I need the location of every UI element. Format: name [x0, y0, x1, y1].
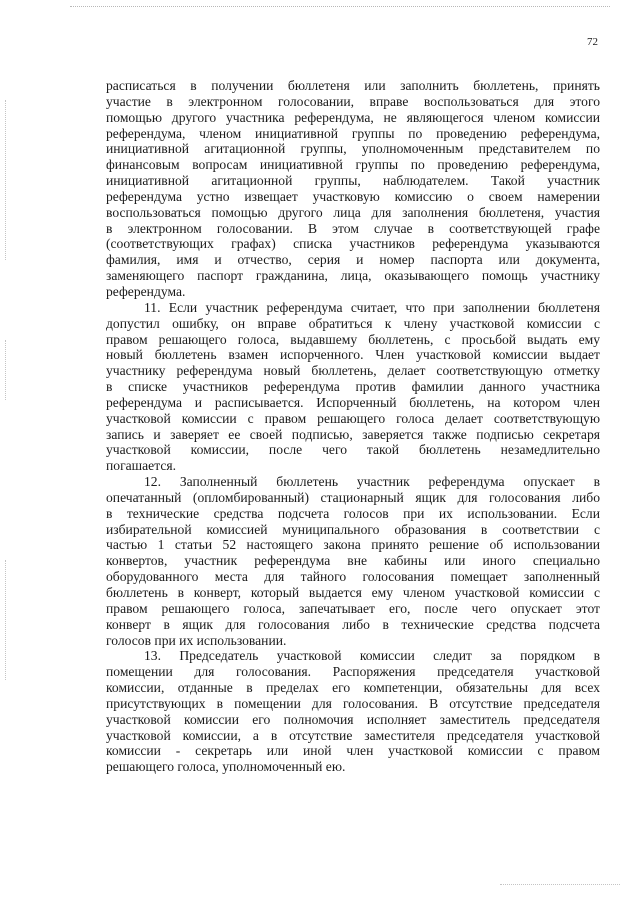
page-number: 72 — [587, 36, 598, 48]
text-line: (соответствующих графах) списка участников референдума указываются — [106, 236, 600, 252]
text-line: комиссии, отданные в пределах его компетенции, обязательны для всех — [106, 680, 600, 696]
text-line: референдума и расписывается. Испорченный бюллетень, на котором член — [106, 394, 600, 410]
text-line: в электронном голосовании. В этом случае в соответствующей графе — [106, 220, 600, 236]
paragraph — [106, 474, 600, 648]
text-line: помещении для голосования. Распоряжения председателя участковой — [106, 664, 600, 680]
paragraph — [106, 300, 600, 474]
text-line: 12. Заполненный бюллетень участник референдума опускает в — [144, 474, 600, 490]
text-line: фамилия, имя и отчество, серия и номер паспорта или документа, — [106, 252, 600, 268]
text-line: бюллетень в конверт, который выдается ему членом участковой комиссии с — [106, 585, 600, 600]
text-line: инициативной агитационной группы, наблюдателем. Такой участник — [106, 173, 600, 189]
scan-left-edge-mark — [5, 340, 6, 400]
scan-left-edge-mark — [5, 560, 6, 680]
text-line: участие в электронном голосовании, вправе воспользоваться для этого — [106, 93, 600, 109]
text-line: помощью другого участника референдума, не являющегося членом комиссии — [106, 109, 600, 125]
scan-left-edge-mark — [5, 100, 6, 260]
text-line: референдума, членом инициативной группы по проведению референдума, — [106, 125, 600, 141]
text-line: референдума устно извещает участковую комиссию о своем намерении — [106, 188, 600, 204]
text-line: в списке участников референдума против фамилии данного участника — [106, 379, 600, 395]
text-line: участковой комиссии его полномочия исполняет заместитель председателя — [106, 711, 600, 727]
text-line: избирательной комиссией муниципального образования в соответствии с — [106, 521, 600, 537]
text-line: голосов при их использовании. — [106, 632, 287, 648]
text-line: участковой комиссии, после чего такой бюллетень незамедлительно — [106, 442, 600, 458]
paragraph — [106, 78, 600, 300]
text-line: новый бюллетень взамен испорченного. Член участковой комиссии выдает — [106, 347, 600, 363]
text-line: оборудованного места для тайного голосования помещает заполненный — [106, 569, 600, 585]
scan-top-edge — [70, 6, 610, 7]
text-line: правом решающего голоса, запечатывает его, после чего опускает этот — [106, 600, 600, 616]
text-line: опечатанный (опломбированный) стационарный ящик для голосования либо — [106, 489, 600, 505]
text-line: участнику референдума новый бюллетень, делает соответствующую отметку — [106, 363, 600, 379]
text-line: заменяющего паспорт гражданина, лица, оказывающего помощь участнику — [106, 268, 600, 284]
text-line: инициативной агитационной группы, уполномоченным представителем по — [106, 141, 600, 157]
text-line: участковой комиссии с правом решающего голоса делает соответствующую — [106, 410, 600, 426]
text-line: решающего голоса, уполномоченный ею. — [106, 759, 346, 775]
text-line: конвертов, участник референдума вне кабины или иного специально — [106, 553, 600, 569]
text-line: финансовым вопросам инициативной группы по проведению референдума, — [106, 157, 600, 173]
text-line: конверт в ящик для голосования либо в технические средства подсчета — [106, 616, 600, 632]
text-line: правом решающего голоса, выдавшему бюллетень, с просьбой выдать ему — [106, 331, 600, 347]
text-line: погашается. — [106, 458, 177, 474]
text-line: референдума. — [106, 283, 186, 299]
text-line: комиссии - секретарь или иной член участковой комиссии с правом — [106, 743, 600, 759]
text-line: расписаться в получении бюллетеня или заполнить бюллетень, принять — [106, 78, 600, 93]
document-body — [106, 78, 600, 775]
text-line: присутствующих в помещении для голосования. В отсутствие председателя — [106, 695, 600, 711]
text-line: в технические средства подсчета голосов при их использовании. Если — [106, 505, 600, 521]
text-line: участковой комиссии, а в отсутствие заместителя председателя участковой — [106, 727, 600, 743]
paragraph — [106, 648, 600, 775]
text-line: допустил ошибку, он вправе обратиться к члену участковой комиссии с — [106, 315, 600, 331]
scan-bottom-edge — [500, 884, 620, 885]
text-line: частью 1 статьи 52 настоящего закона принято решение об использовании — [106, 537, 600, 553]
text-line: 13. Председатель участковой комиссии следит за порядком в — [144, 648, 600, 664]
text-line: 11. Если участник референдума считает, что при заполнении бюллетеня — [144, 299, 600, 315]
text-line: воспользоваться помощью другого лица для заполнения бюллетеня, участия — [106, 204, 600, 220]
text-line: запись и заверяет ее своей подписью, заверяется также подписью секретаря — [106, 426, 600, 442]
